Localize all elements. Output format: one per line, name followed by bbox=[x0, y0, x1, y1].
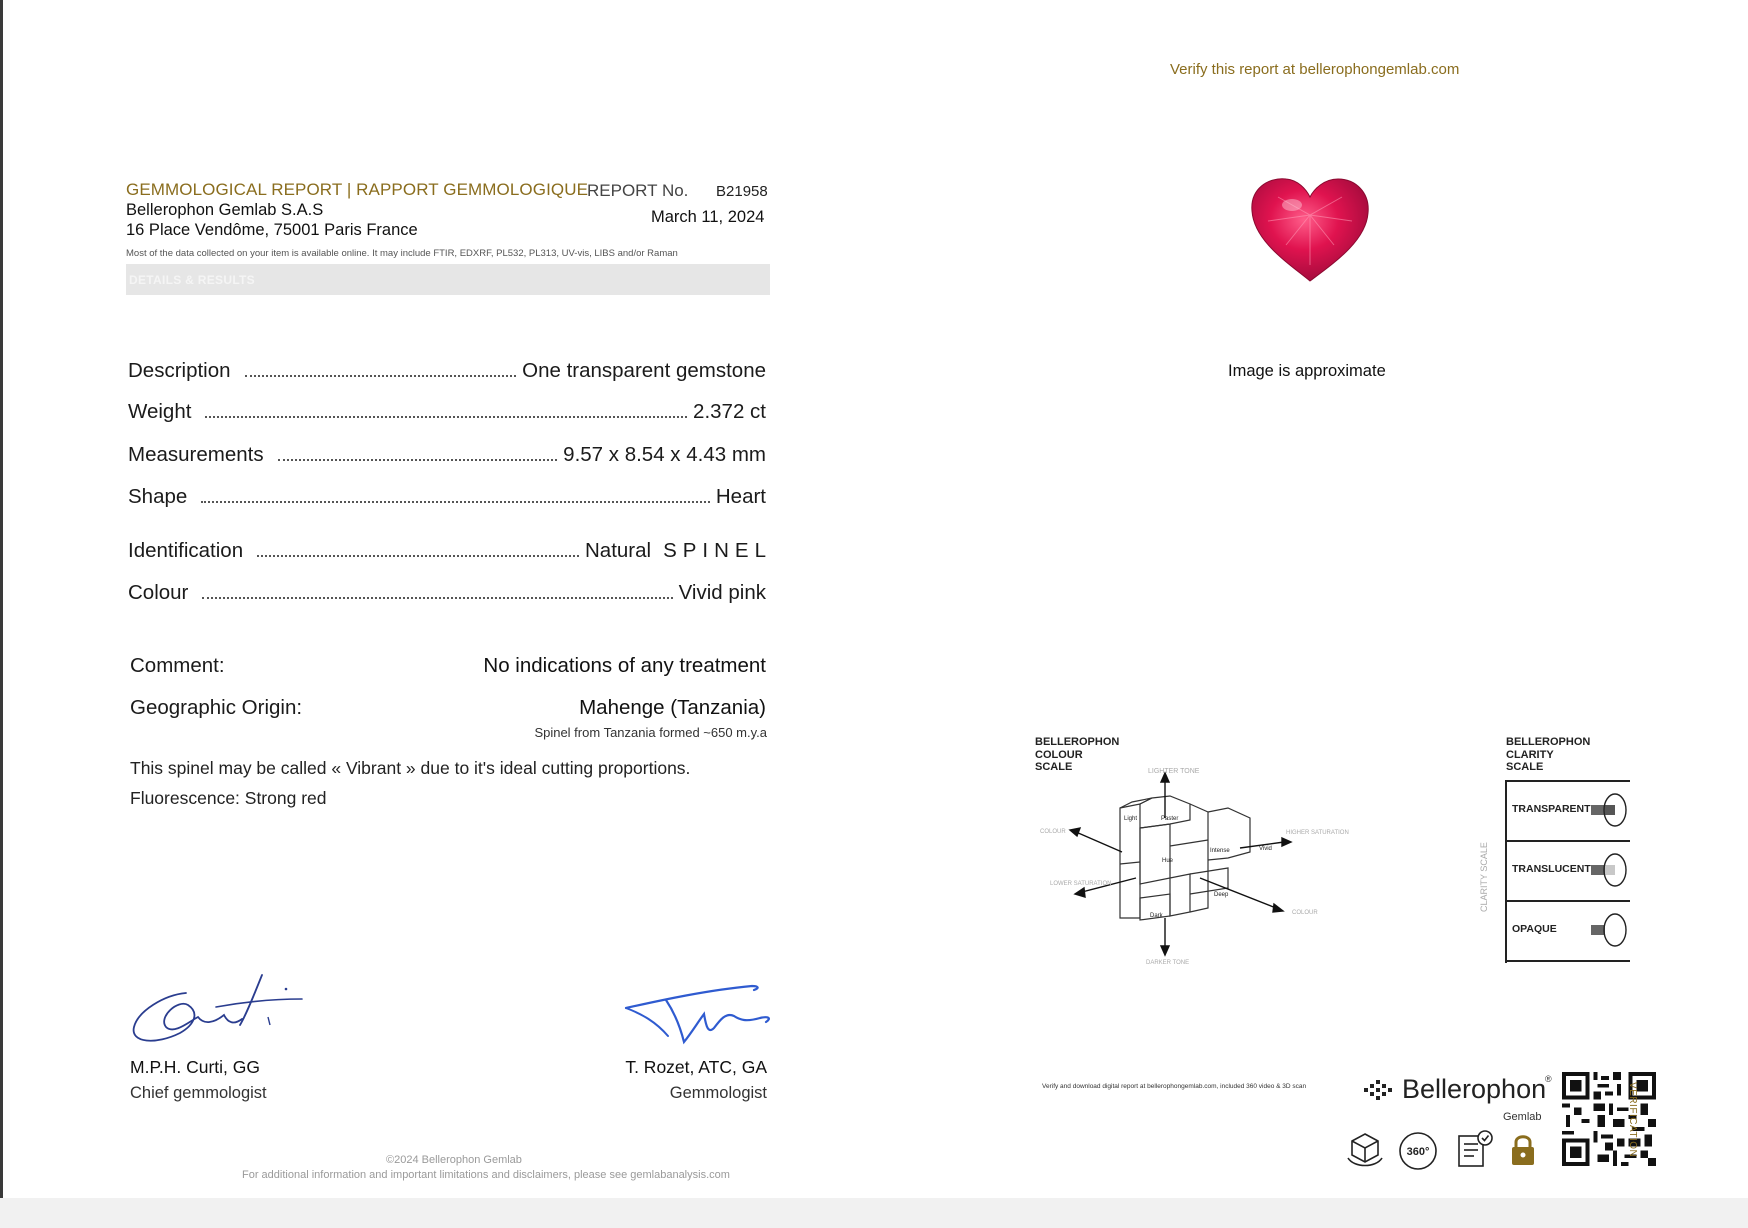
label-intense: Intense bbox=[1210, 848, 1230, 854]
dot-leader bbox=[245, 375, 517, 377]
dot-leader bbox=[205, 416, 687, 418]
detail-label: Measurements bbox=[128, 443, 264, 466]
company-name: Bellerophon Gemlab S.A.S bbox=[126, 201, 324, 219]
clarity-scale-title-line: CLARITY bbox=[1506, 748, 1554, 761]
colour-scale-title-line: BELLEROPHON bbox=[1035, 736, 1120, 748]
report-number-label: REPORT No. bbox=[587, 181, 689, 200]
detail-value-prefix: Natural bbox=[584, 539, 652, 562]
registered-mark-icon: ® bbox=[1545, 1074, 1552, 1084]
3d-scan-icon[interactable] bbox=[1344, 1128, 1386, 1170]
detail-row-description bbox=[128, 357, 766, 383]
clarity-scale-title-line: SCALE bbox=[1506, 761, 1544, 773]
detail-label: Shape bbox=[128, 485, 188, 508]
colour-scale-title-line: SCALE bbox=[1035, 761, 1073, 773]
report-title: GEMMOLOGICAL REPORT | RAPPORT GEMMOLOGIQUE bbox=[126, 180, 589, 199]
detail-row-colour bbox=[128, 579, 766, 605]
detail-label: Description bbox=[128, 359, 231, 382]
signatory-role-2: Gemmologist bbox=[669, 1084, 767, 1102]
clarity-level-label: OPAQUE bbox=[1512, 923, 1557, 935]
detail-value: SPINEL bbox=[663, 539, 772, 562]
qr-code[interactable] bbox=[1562, 1071, 1656, 1167]
detail-label: Weight bbox=[128, 400, 192, 423]
bellerophon-logo-icon bbox=[1362, 1078, 1396, 1104]
detail-value: 9.57 x 8.54 x 4.43 mm bbox=[563, 443, 766, 466]
company-address: 16 Place Vendôme, 75001 Paris France bbox=[126, 221, 418, 239]
dot-leader bbox=[202, 597, 672, 599]
details-section-bar bbox=[126, 264, 770, 295]
origin-label: Geographic Origin: bbox=[130, 696, 303, 719]
label-hue: Hue bbox=[1162, 858, 1174, 864]
360-video-icon[interactable] bbox=[1397, 1130, 1439, 1172]
label-higher-saturation: HIGHER SATURATION bbox=[1286, 830, 1349, 836]
brand-sub: Gemlab bbox=[1503, 1111, 1542, 1123]
detail-row-weight bbox=[128, 398, 766, 424]
signatory-name-2: T. Rozet, ATC, GA bbox=[625, 1057, 767, 1077]
signatory-role-1: Chief gemmologist bbox=[130, 1084, 267, 1102]
detail-row-identification bbox=[128, 537, 772, 563]
dot-leader bbox=[278, 459, 558, 461]
comment-value: No indications of any treatment bbox=[483, 654, 766, 677]
signature-rozet bbox=[622, 982, 782, 1052]
signatory-name-1: M.P.H. Curti, GG bbox=[130, 1057, 260, 1077]
origin-value: Mahenge (Tanzania) bbox=[579, 696, 766, 719]
clarity-level-label: TRANSPARENT bbox=[1512, 803, 1591, 815]
lock-icon[interactable] bbox=[1509, 1132, 1537, 1168]
detail-row-shape bbox=[128, 483, 766, 509]
clarity-scale-title bbox=[1506, 736, 1590, 774]
clarity-level-label: TRANSLUCENT bbox=[1512, 863, 1591, 875]
colour-scale-title-line: COLOUR bbox=[1035, 748, 1083, 761]
label-colour-left: COLOUR bbox=[1040, 829, 1066, 835]
report-number: B21958 bbox=[716, 183, 768, 200]
verify-report-link[interactable]: Verify this report at bellerophongemlab.com bbox=[1170, 61, 1460, 78]
label-vivid: Vivid bbox=[1259, 846, 1272, 852]
brand-name: Bellerophon bbox=[1402, 1074, 1547, 1104]
details-section-label: DETAILS & RESULTS bbox=[129, 273, 255, 287]
detail-label: Colour bbox=[128, 581, 189, 604]
detail-value: Vivid pink bbox=[678, 581, 766, 604]
clarity-level-translucent bbox=[1507, 840, 1630, 900]
label-lower-saturation: LOWER SATURATION bbox=[1050, 881, 1112, 887]
label-darker-tone: DARKER TONE bbox=[1146, 960, 1190, 966]
bottom-strip bbox=[0, 1198, 1748, 1228]
certificate-icon[interactable] bbox=[1455, 1128, 1495, 1170]
origin-note: Spinel from Tanzania formed ~650 m.y.a bbox=[534, 725, 767, 740]
disclaimer: For additional information and important limitations and disclaimers, please see gemlabanalysis.com bbox=[242, 1169, 730, 1181]
detail-value: 2.372 ct bbox=[693, 400, 766, 423]
heart-gem-image bbox=[1248, 175, 1373, 287]
report-date: March 11, 2024 bbox=[651, 208, 765, 226]
opaque-icon bbox=[1589, 911, 1629, 951]
detail-row-measurements bbox=[128, 441, 766, 467]
detail-value: Heart bbox=[715, 485, 766, 508]
detail-label: Identification bbox=[128, 539, 244, 562]
dot-leader bbox=[201, 501, 710, 503]
colour-scale-diagram bbox=[1040, 768, 1350, 968]
remark-vibrant: This spinel may be called « Vibrant » due to it's ideal cutting proportions. bbox=[130, 758, 691, 778]
remark-fluorescence: Fluorescence: Strong red bbox=[130, 788, 327, 808]
dot-leader bbox=[257, 555, 579, 557]
detail-value: One transparent gemstone bbox=[522, 359, 766, 382]
transparent-icon bbox=[1589, 791, 1629, 831]
left-border bbox=[0, 0, 3, 1228]
copyright: ©2024 Bellerophon Gemlab bbox=[386, 1154, 522, 1166]
label-deep: Deep bbox=[1214, 892, 1229, 898]
label-colour-right: COLOUR bbox=[1292, 910, 1318, 916]
clarity-scale-title-line: BELLEROPHON bbox=[1506, 736, 1591, 748]
label-dark: Dark bbox=[1150, 913, 1163, 919]
clarity-level-opaque bbox=[1507, 900, 1630, 962]
signature-curti bbox=[128, 965, 308, 1055]
clarity-level-transparent bbox=[1507, 780, 1630, 840]
label-light: Light bbox=[1124, 816, 1138, 822]
comment-label: Comment: bbox=[130, 654, 225, 677]
translucent-icon bbox=[1589, 851, 1629, 891]
verification-label: VERIFICATION bbox=[1627, 1082, 1638, 1158]
digital-report-note: Verify and download digital report at bellerophongemlab.com, included 360 video & 3D scan bbox=[1042, 1083, 1307, 1090]
360-badge-label: 360° bbox=[1406, 1146, 1430, 1158]
label-paster: Paster bbox=[1161, 816, 1179, 822]
data-note: Most of the data collected on your item is available online. It may include FTIR, EDXRF, PL532, PL313, UV-vis, LIBS and/or Raman bbox=[126, 248, 678, 259]
label-lighter-tone: LIGHTER TONE bbox=[1148, 768, 1200, 775]
image-caption: Image is approximate bbox=[1228, 362, 1386, 380]
clarity-axis-label: CLARITY SCALE bbox=[1479, 842, 1489, 912]
